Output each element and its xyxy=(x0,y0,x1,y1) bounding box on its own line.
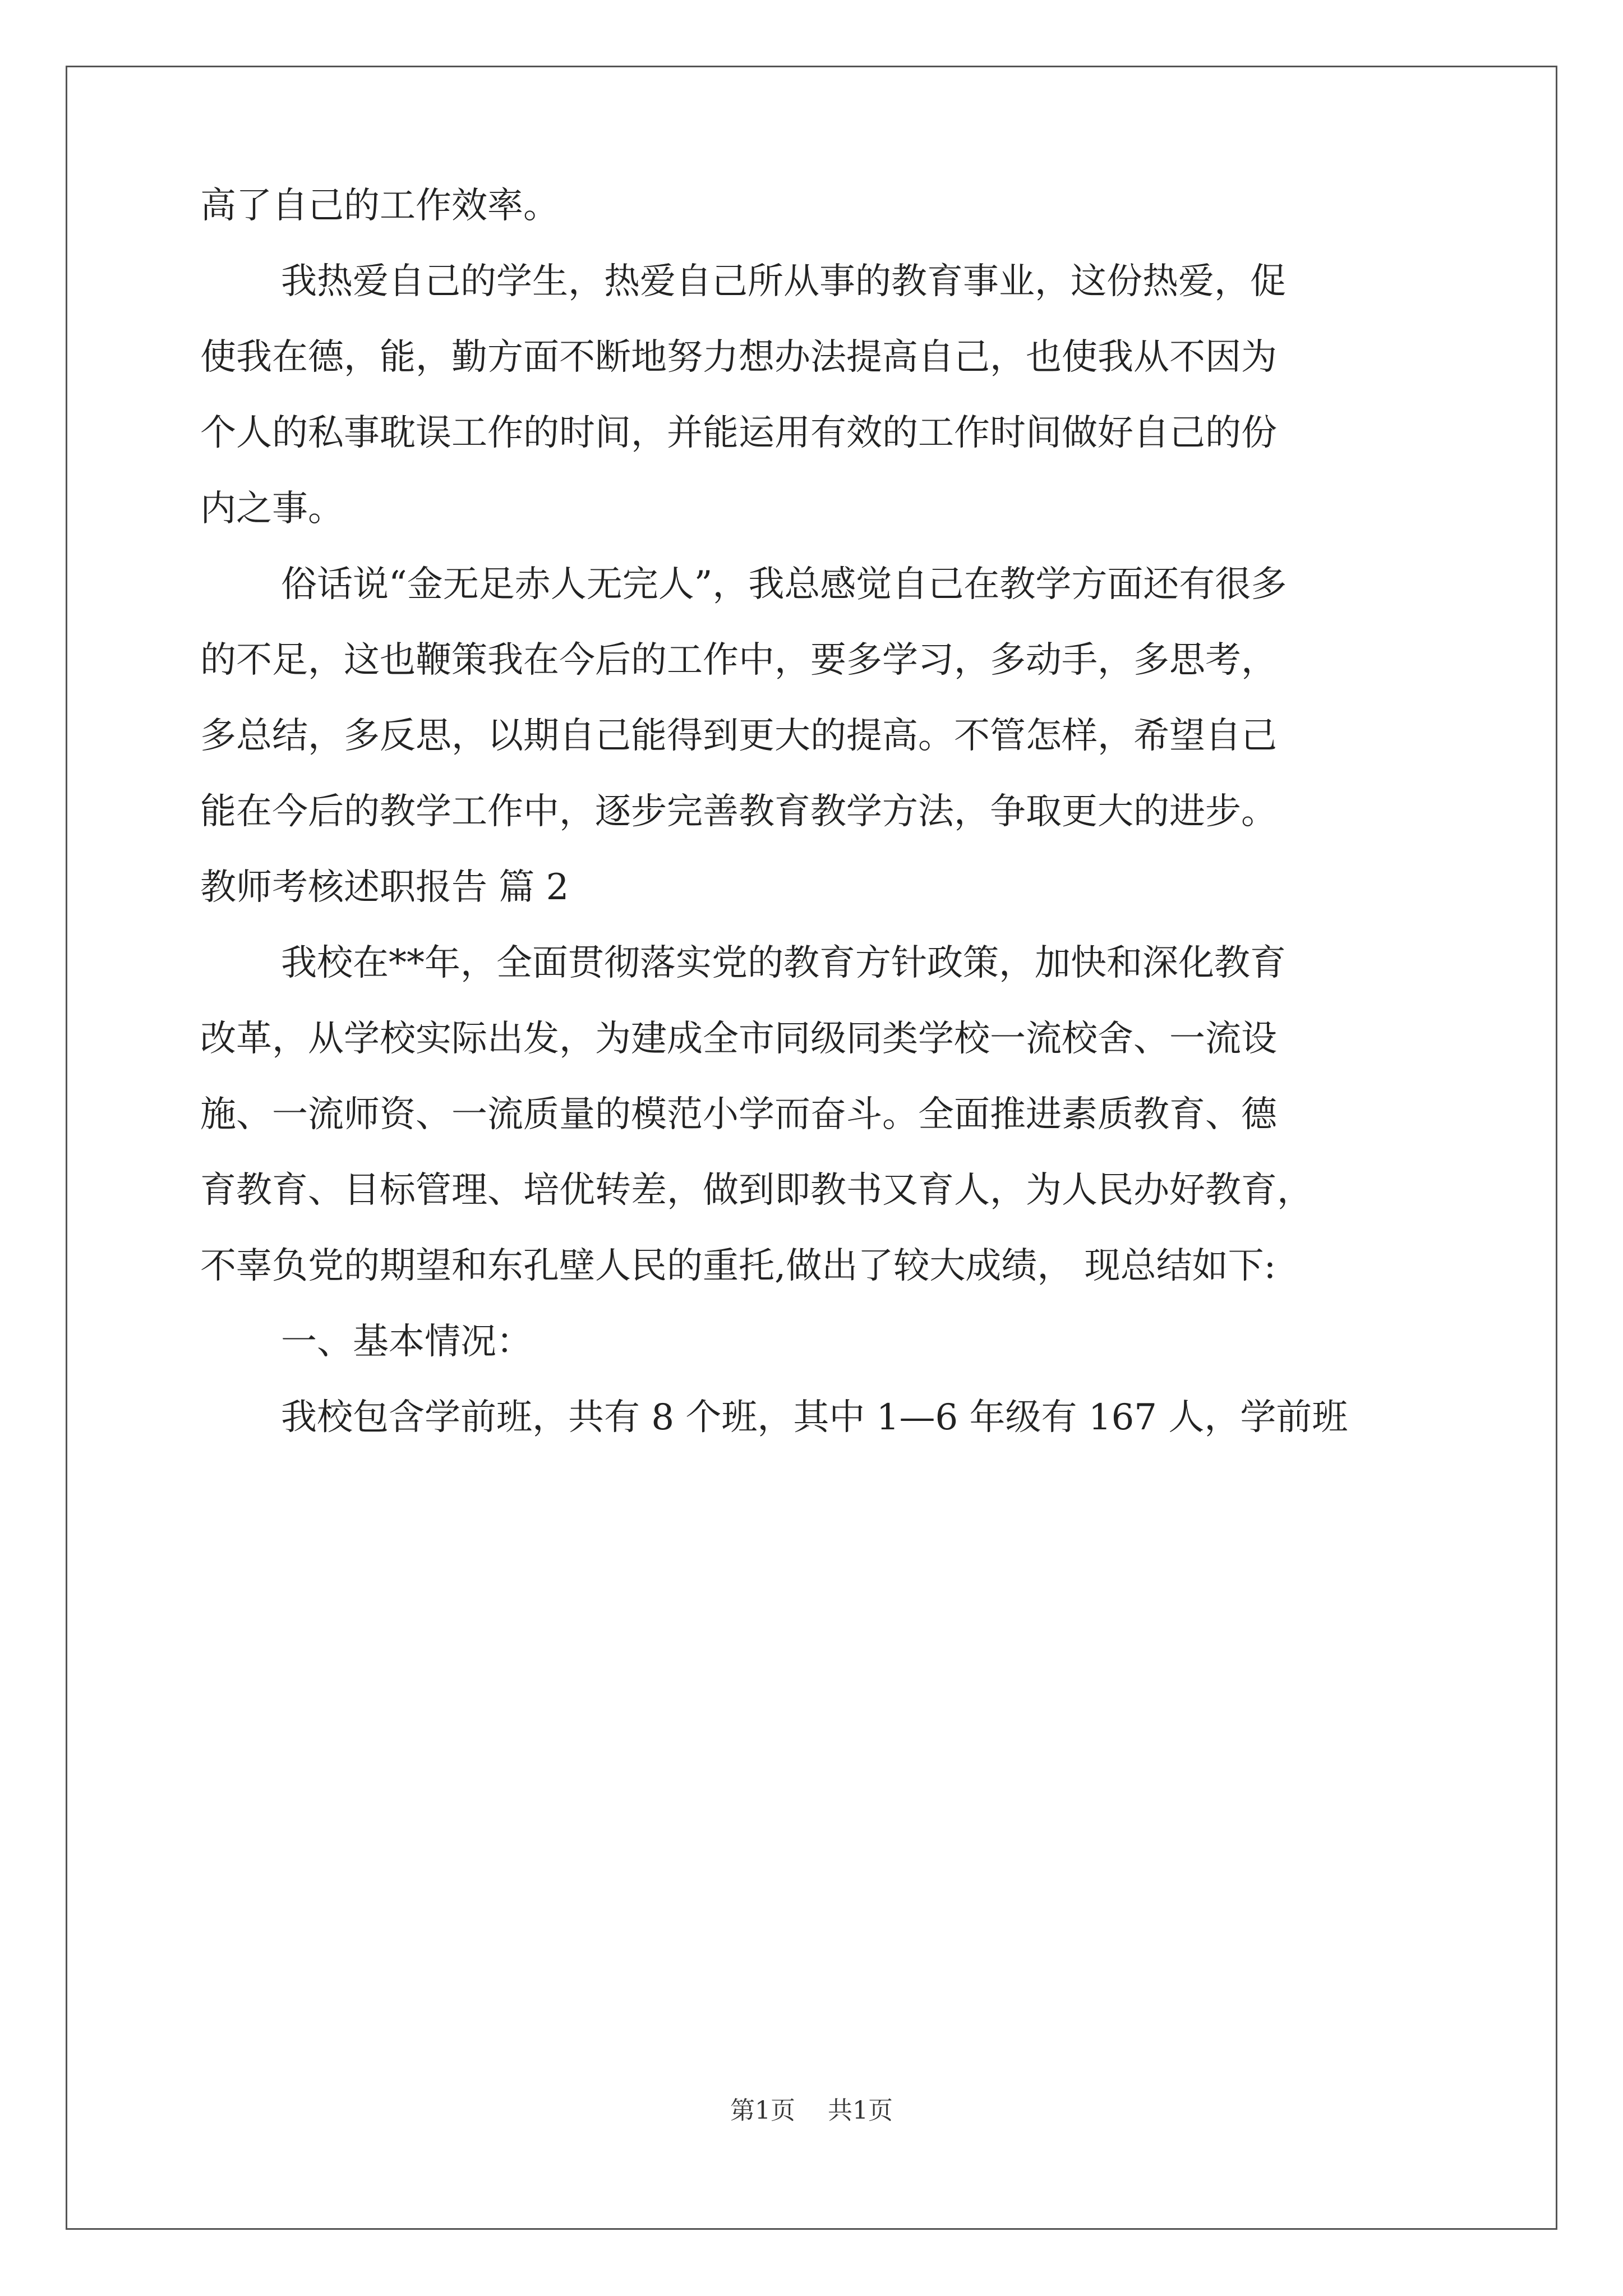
text-line: 我校包含学前班，共有 8 个班，其中 1—6 年级有 167 人，学前班 xyxy=(281,1397,1348,1438)
text-line: 使我在德，能，勤方面不断地努力想办法提高自己，也使我从不因为 xyxy=(200,337,1277,378)
text-line: 不辜负党的期望和东孔壁人民的重托,做出了较大成绩， 现总结如下: xyxy=(200,1245,1276,1287)
text-line: 的不足，这也鞭策我在今后的工作中，要多学习，多动手，多思考， xyxy=(200,639,1277,681)
text-line: 多总结，多反思，以期自己能得到更大的提高。不管怎样，希望自己 xyxy=(200,715,1277,757)
text-line: 施、一流师资、一流质量的模范小学而奋斗。全面推进素质教育、德 xyxy=(200,1094,1277,1135)
page-footer xyxy=(0,2090,1623,2126)
text-line: 改革，从学校实际出发，为建成全市同级同类学校一流校舍、一流设 xyxy=(200,1018,1277,1060)
text-line: 育教育、目标管理、培优转差，做到即教书又育人，为人民办好教育， xyxy=(200,1170,1313,1211)
document-body xyxy=(200,168,1434,1456)
text-line: 我热爱自己的学生，热爱自己所从事的教育事业，这份热爱，促 xyxy=(281,261,1286,302)
subheading: 一、基本情况： xyxy=(281,1321,532,1363)
page-number-total: 共1页 xyxy=(828,2096,893,2125)
text-line: 高了自己的工作效率。 xyxy=(200,185,559,227)
text-line: 内之事。 xyxy=(200,488,344,530)
text-line: 能在今后的教学工作中，逐步完善教育教学方法，争取更大的进步。 xyxy=(200,791,1277,832)
text-line: 我校在**年，全面贯彻落实党的教育方针政策，加快和深化教育 xyxy=(281,942,1286,984)
section-heading: 教师考核述职报告 篇 2 xyxy=(200,867,569,908)
text-line: 俗话说“金无足赤人无完人”，我总感觉自己在教学方面还有很多 xyxy=(281,564,1287,605)
text-line: 个人的私事耽误工作的时间，并能运用有效的工作时间做好自己的份 xyxy=(200,412,1277,454)
page-number-current: 第1页 xyxy=(730,2096,795,2125)
